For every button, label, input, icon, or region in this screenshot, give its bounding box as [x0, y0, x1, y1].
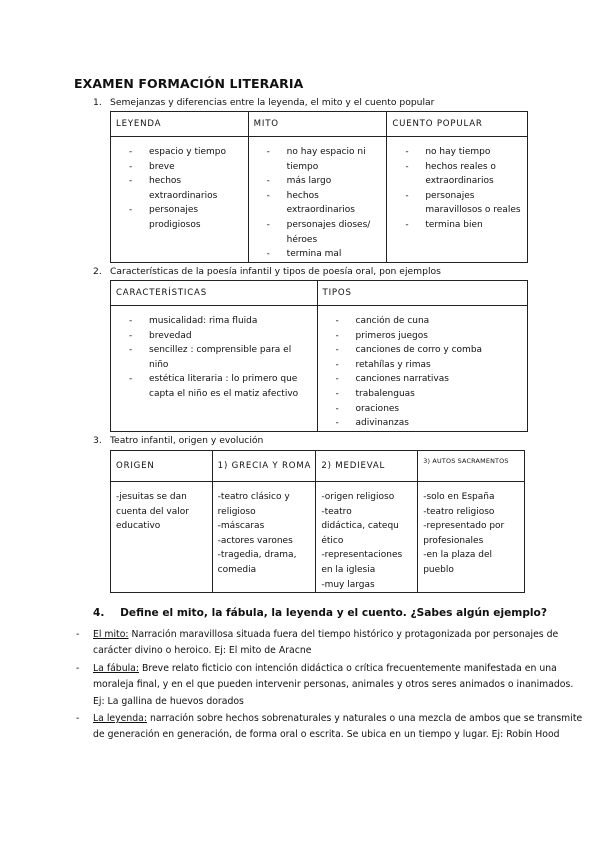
cell-line: -solo en España — [423, 492, 495, 502]
question-number: 2. — [93, 266, 102, 277]
list-item: - hechos extraordinarios — [149, 174, 248, 203]
header-autos-sacramentos: 3) AUTOS SACRAMENTOS — [418, 451, 525, 482]
definition-mito — [93, 627, 583, 660]
list-item: - termina mal — [287, 247, 387, 262]
list-item: - no hay espacio ni tiempo — [287, 145, 387, 174]
cell-line: -representado por — [423, 521, 505, 532]
question-4 — [93, 607, 547, 619]
question-text: Semejanzas y diferencias entre la leyenda, el mito y el cuento popular — [110, 97, 435, 108]
cell-line: -teatro — [321, 506, 352, 517]
list-item: - retahílas y rimas — [356, 358, 527, 373]
cell-origen — [111, 482, 213, 593]
definition-term: La leyenda: — [93, 713, 147, 725]
question-text: Define el mito, la fábula, la leyenda y el cuento. ¿Sabes algún ejemplo? — [120, 607, 547, 619]
list-item: - personajes maravillosos o reales — [425, 189, 527, 218]
cell-line: -tragedia, drama, — [217, 550, 297, 561]
cell-line: -muy largas — [321, 579, 375, 590]
header-mito: MITO — [248, 112, 387, 137]
header-cuento: CUENTO POPULAR — [387, 112, 528, 137]
list-item: - espacio y tiempo — [149, 145, 248, 160]
list-item: - estética literaria : lo primero que capta el niño es el matiz afectivo — [149, 372, 311, 401]
cell-line: didáctica, catequ — [321, 521, 399, 532]
definitions — [93, 627, 583, 745]
header-medieval: 2) MEDIEVAL — [316, 451, 418, 482]
question-number: 3. — [93, 435, 102, 446]
list-item: - brevedad — [149, 329, 311, 344]
definition-text: narración sobre hechos sobrenaturales y naturales o una mezcla de ambos que se transmite de generación en generación, de forma oral o escrita. Se ubica en un tiempo y lugar. Ej: Robin Hood — [93, 713, 583, 741]
cell-line: ético — [321, 535, 344, 546]
cell-leyenda — [111, 137, 249, 263]
question-number: 4. — [93, 607, 105, 619]
list-item: - personajes dioses/ héroes — [287, 218, 387, 247]
list-item: - primeros juegos — [356, 329, 527, 344]
cell-line: pueblo — [423, 564, 454, 575]
header-tipos: TIPOS — [317, 281, 527, 306]
list-item: - termina bien — [425, 218, 527, 233]
cell-tipos — [317, 306, 527, 432]
header-origen: ORIGEN — [111, 451, 213, 482]
cell-line: -teatro clásico y — [217, 492, 290, 502]
cell-cuento — [387, 137, 528, 263]
cell-mito — [248, 137, 387, 263]
list-item: - trabalenguas — [356, 387, 527, 402]
cell-autos-sacramentos — [418, 482, 525, 593]
table-teatro — [110, 450, 525, 593]
list-item: - más largo — [287, 174, 387, 189]
cell-line: -actores varones — [217, 535, 293, 546]
cell-caracteristicas — [111, 306, 318, 432]
list-item: - personajes prodigiosos — [149, 203, 248, 232]
definition-leyenda — [93, 711, 583, 744]
cell-line: educativo — [116, 521, 161, 532]
list-item: - hechos reales o extraordinarios — [425, 160, 527, 189]
list-item: - canciones de corro y comba — [356, 343, 527, 358]
definition-term: El mito: — [93, 629, 129, 640]
list-item: - oraciones — [356, 402, 527, 417]
cell-line: -origen religioso — [321, 492, 395, 502]
cell-line: -máscaras — [217, 521, 265, 532]
question-number: 1. — [93, 97, 102, 108]
cell-line: -teatro religioso — [423, 506, 495, 517]
cell-line: en la iglesia — [321, 564, 376, 575]
header-leyenda: LEYENDA — [111, 112, 249, 137]
cell-medieval — [316, 482, 418, 593]
definition-text: Narración maravillosa situada fuera del tiempo histórico y protagonizada por personajes de carácter divino o heroico. Ej: El mito de Aracne — [93, 629, 559, 657]
list-item: - hechos extraordinarios — [287, 189, 387, 218]
header-caracteristicas: CARACTERÍSTICAS — [111, 281, 318, 306]
cell-line: -en la plaza del — [423, 550, 493, 561]
cell-line: -jesuitas se dan — [116, 492, 187, 502]
question-3 — [93, 435, 573, 447]
question-text: Características de la poesía infantil y tipos de poesía oral, pon ejemplos — [110, 266, 441, 277]
definition-text: Breve relato ficticio con intención didáctica o crítica frecuentemente manifestada en una moraleja final, y en el que pueden intervenir personas, animales y otros seres animados o inanimados. Ej: La gallina de huevos dorados — [93, 662, 574, 707]
header-grecia-roma: 1) GRECIA Y ROMA — [212, 451, 316, 482]
page-title: EXAMEN FORMACIÓN LITERARIA — [74, 76, 304, 91]
list-item: - canción de cuna — [356, 314, 527, 329]
cell-grecia-roma — [212, 482, 316, 593]
definition-term: La fábula: — [93, 662, 140, 674]
list-item: - canciones narrativas — [356, 372, 527, 387]
question-text: Teatro infantil, origen y evolución — [110, 435, 264, 446]
table-poesia — [110, 280, 528, 432]
cell-line: religioso — [217, 506, 256, 517]
question-1 — [93, 97, 573, 109]
list-item: - musicalidad: rima fluida — [149, 314, 311, 329]
list-item: - sencillez : comprensible para el niño — [149, 343, 311, 372]
list-item: - breve — [149, 160, 248, 175]
table-comparison — [110, 111, 528, 263]
cell-line: comedia — [217, 564, 257, 575]
list-item: - no hay tiempo — [425, 145, 527, 160]
cell-line: cuenta del valor — [116, 506, 189, 517]
cell-line: profesionales — [423, 535, 484, 546]
question-2 — [93, 266, 573, 278]
cell-line: -representaciones — [321, 550, 403, 561]
list-item: - adivinanzas — [356, 416, 527, 431]
definition-fabula — [93, 661, 583, 710]
